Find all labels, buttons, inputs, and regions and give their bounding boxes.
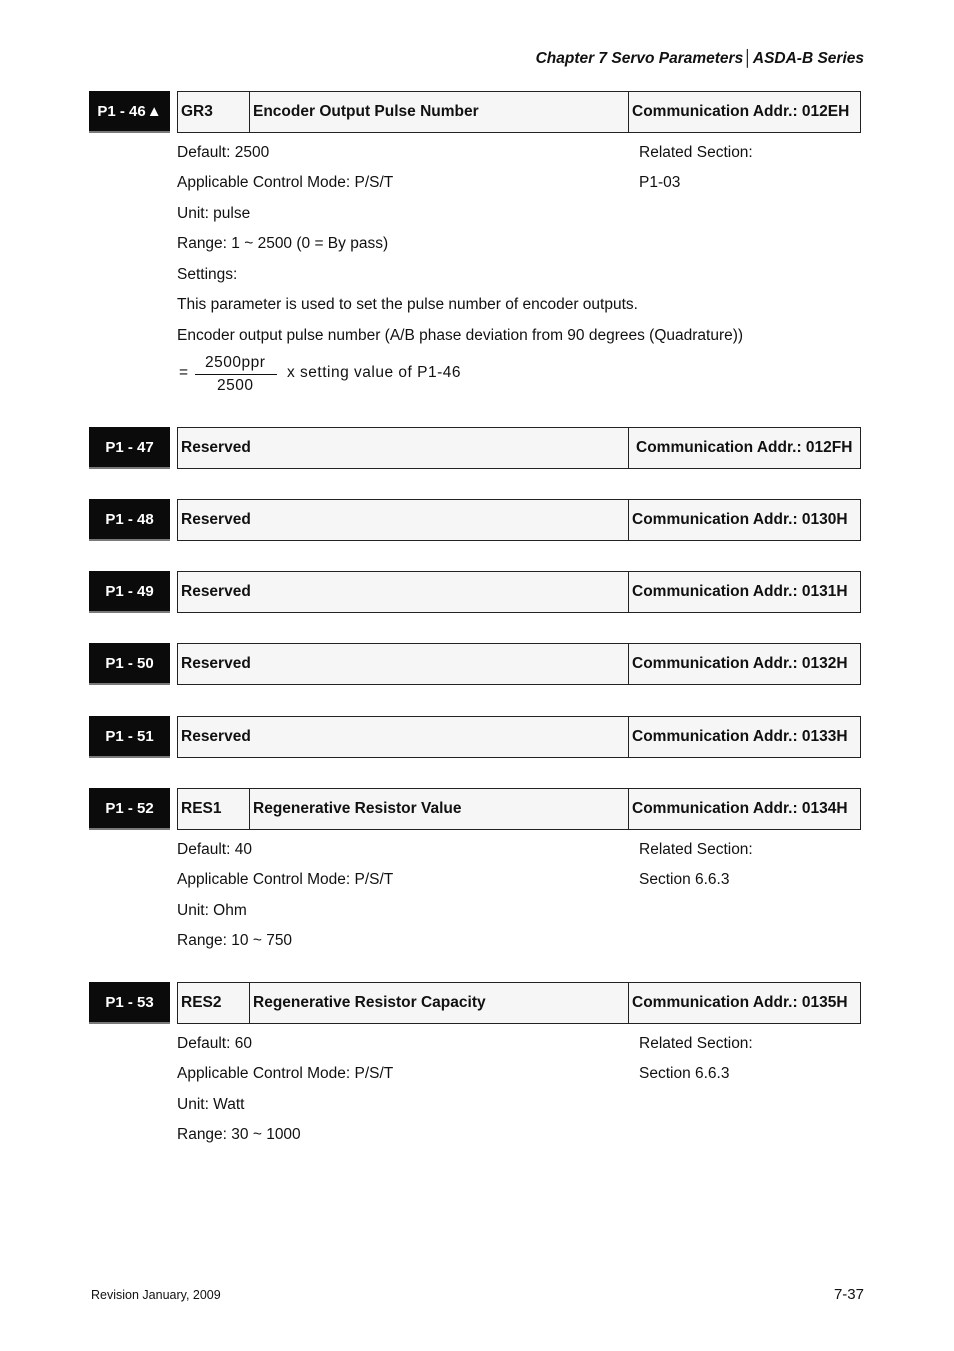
param-name: Reserved [178, 644, 629, 684]
settings-label: Settings: [177, 266, 238, 283]
param-id-label: P1 - 46 [97, 102, 146, 120]
page-header: Chapter 7 Servo Parameters│ASDA-B Series [535, 50, 864, 67]
param-name: Regenerative Resistor Value [250, 789, 629, 829]
param-id-p1-52: P1 - 52 [89, 788, 170, 830]
fraction-bar [195, 374, 277, 375]
param-header-p1-46 [177, 91, 861, 133]
param-header-p1-51 [177, 716, 861, 758]
formula-intro: Encoder output pulse number (A/B phase deviation from 90 degrees (Quadrature)) [177, 327, 744, 344]
default-value: Default: 60 [177, 1035, 252, 1052]
param-id-p1-53: P1 - 53 [89, 982, 170, 1024]
param-header-p1-47 [177, 427, 861, 469]
description: This parameter is used to set the pulse number of encoder outputs. [177, 296, 638, 313]
related-section-label: Related Section: [639, 1035, 753, 1052]
range: Range: 10 ~ 750 [177, 932, 293, 949]
param-name: Reserved [178, 717, 629, 757]
default-value: Default: 40 [177, 841, 252, 858]
param-name: Encoder Output Pulse Number [250, 92, 629, 132]
revision-note: Revision January, 2009 [91, 1288, 221, 1302]
related-section-label: Related Section: [639, 144, 753, 161]
related-section-value: P1-03 [639, 174, 681, 191]
unit: Unit: Watt [177, 1096, 245, 1113]
formula-multiplier: x setting value of P1-46 [287, 364, 461, 381]
param-id-p1-49: P1 - 49 [89, 571, 170, 613]
param-abbr: RES2 [178, 983, 250, 1023]
comm-addr: Communication Addr.: 0134H [632, 800, 848, 817]
param-header-p1-48 [177, 499, 861, 541]
range: Range: 30 ~ 1000 [177, 1126, 301, 1143]
param-header-p1-50 [177, 643, 861, 685]
param-id-p1-47: P1 - 47 [89, 427, 170, 469]
param-name: Reserved [178, 428, 629, 468]
control-mode: Applicable Control Mode: P/S/T [177, 174, 394, 191]
formula-numerator: 2500ppr [205, 354, 266, 371]
formula-equals: = [179, 364, 189, 381]
comm-addr: Communication Addr.: 0131H [632, 583, 848, 600]
param-name: Regenerative Resistor Capacity [250, 983, 629, 1023]
comm-addr: Communication Addr.: 012EH [632, 103, 850, 120]
param-header-p1-52 [177, 788, 861, 830]
comm-addr: Communication Addr.: 0132H [632, 655, 848, 672]
control-mode: Applicable Control Mode: P/S/T [177, 871, 394, 888]
param-name: Reserved [178, 500, 629, 540]
param-name: Reserved [178, 572, 629, 612]
param-id-p1-46 [89, 91, 170, 133]
control-mode: Applicable Control Mode: P/S/T [177, 1065, 394, 1082]
param-id-p1-51: P1 - 51 [89, 716, 170, 758]
default-value: Default: 2500 [177, 144, 270, 161]
comm-addr: Communication Addr.: 012FH [636, 439, 853, 456]
comm-addr: Communication Addr.: 0133H [632, 728, 848, 745]
range: Range: 1 ~ 2500 (0 = By pass) [177, 235, 389, 252]
unit: Unit: Ohm [177, 902, 247, 919]
param-header-p1-53 [177, 982, 861, 1024]
comm-addr: Communication Addr.: 0130H [632, 511, 848, 528]
related-section-value: Section 6.6.3 [639, 871, 730, 888]
comm-addr: Communication Addr.: 0135H [632, 994, 848, 1011]
formula [177, 352, 497, 398]
related-section-value: Section 6.6.3 [639, 1065, 730, 1082]
unit: Unit: pulse [177, 205, 251, 222]
param-abbr: RES1 [178, 789, 250, 829]
related-section-label: Related Section: [639, 841, 753, 858]
formula-denominator: 2500 [217, 377, 254, 394]
page-number: 7-37 [833, 1286, 864, 1303]
param-header-p1-49 [177, 571, 861, 613]
triangle-marker-icon: ▲ [146, 102, 162, 120]
param-abbr: GR3 [178, 92, 250, 132]
param-id-p1-48: P1 - 48 [89, 499, 170, 541]
param-id-p1-50: P1 - 50 [89, 643, 170, 685]
